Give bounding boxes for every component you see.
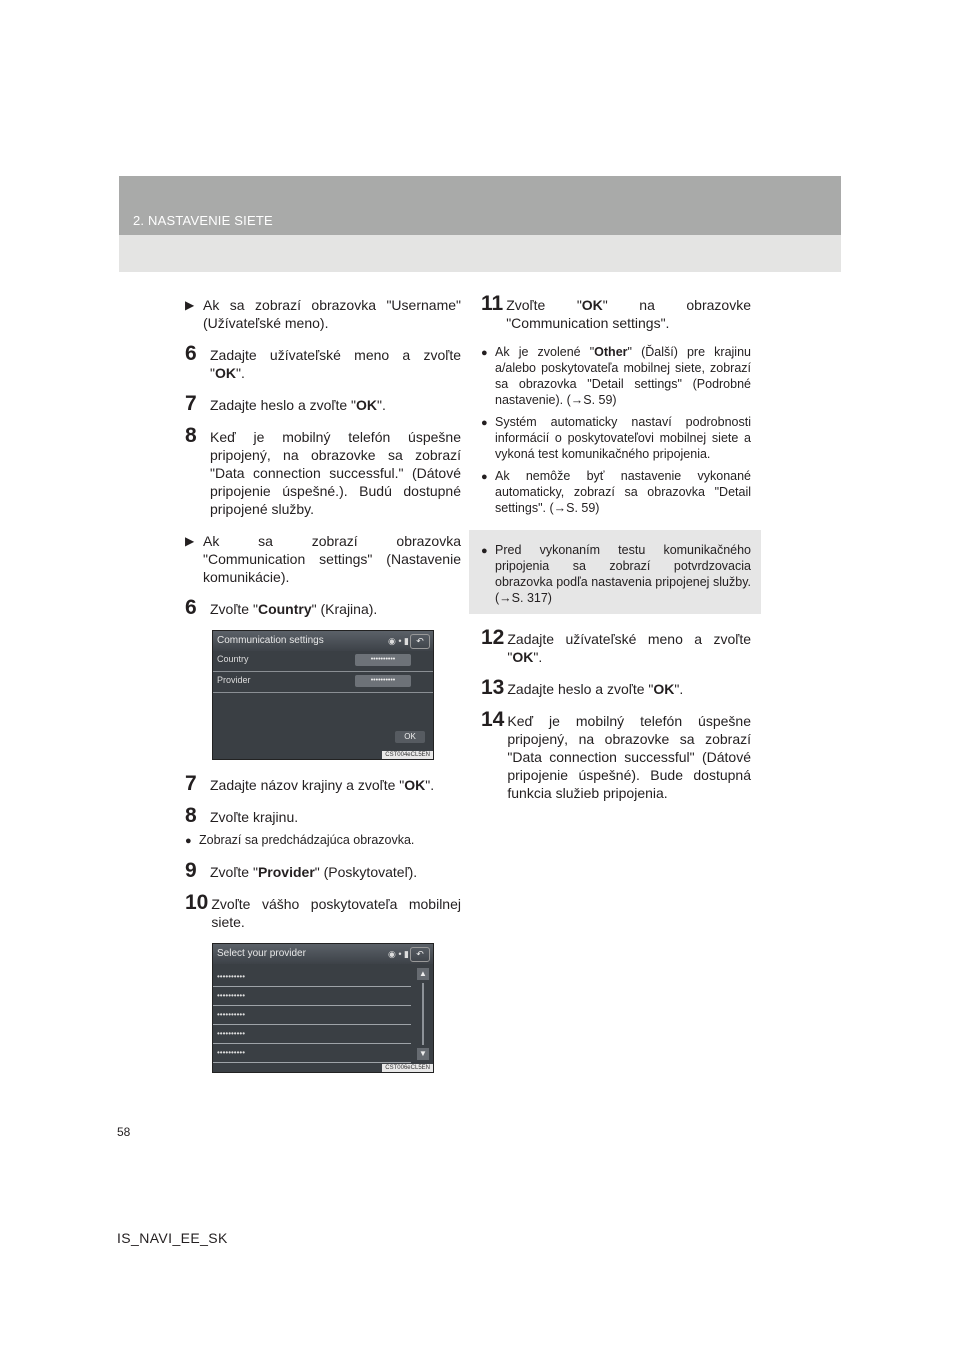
ok-button[interactable]: OK: [395, 731, 425, 743]
note-box: ● Pred vykonaním testu komunikačného pripojenia sa zobrazí potvrdzovacia obrazovka podľa nastavenia pripojenej služby. (→S. 317): [469, 530, 761, 614]
right-column: [481, 294, 751, 814]
triangle-icon: ▶: [185, 298, 195, 312]
provider-item[interactable]: ••••••••••: [213, 1044, 411, 1063]
header-subband: [119, 235, 841, 272]
step-6-country: 6 Zvoľte "Country" (Krajina).: [185, 596, 378, 619]
bullet-icon: ●: [481, 417, 488, 429]
step-11-ok: 11 Zvoľte "OK" na obrazovke "Communication settings".: [481, 292, 751, 331]
bullet-icon: ●: [481, 471, 488, 483]
step-7-country-name: 7 Zadajte názov krajiny a zvoľte "OK".: [185, 772, 435, 795]
scroll-up-icon[interactable]: ▲: [417, 968, 429, 980]
bullet-icon: ●: [481, 545, 488, 557]
left-column: [185, 294, 461, 1087]
signal-status-icon: ◉ • ▮: [388, 636, 409, 646]
image-code: CST004eCL5EN: [382, 751, 433, 759]
provider-row[interactable]: Provider ••••••••••: [213, 672, 433, 693]
condition-communication: ▶ Ak sa zobrazí obrazovka "Communication settings" (Nastavenie komunikácie).: [185, 530, 461, 586]
provider-item[interactable]: ••••••••••: [213, 968, 411, 987]
image-code: CST006eCL5EN: [382, 1064, 433, 1072]
screen-title: Select your provider: [217, 948, 306, 959]
provider-item[interactable]: ••••••••••: [213, 1006, 411, 1025]
signal-status-icon: ◉ • ▮: [388, 949, 409, 959]
section-title: 2. NASTAVENIE SIETE: [133, 213, 273, 228]
bullet-manual: ● Ak nemôže byť nastavenie vykonané automaticky, zobrazí sa obrazovka "Detail settings". (→S. 59): [481, 469, 751, 515]
bullet-previous-screen: ● Zobrazí sa predchádzajúca obrazovka.: [185, 833, 415, 847]
condition-username: ▶ Ak sa zobrazí obrazovka "Username" (Užívateľské meno).: [185, 294, 461, 332]
step-10-select-provider: 10 Zvoľte vášho poskytovateľa mobilnej siete.: [185, 891, 461, 930]
back-icon[interactable]: ↶: [410, 947, 430, 962]
step-14-connected: 14 Keď je mobilný telefón úspešne pripojený, na obrazovke sa zobrazí "Data connection successful" (Dátové pripojenie úspešné). Bude dostupná funkcia služieb pripojenia.: [481, 708, 751, 801]
bullet-auto: ● Systém automaticky nastaví podrobnosti informácií o poskytovateľovi mobilnej siete a vykoná test komunikačného pripojenia.: [481, 415, 751, 461]
screen-title: Communication settings: [217, 635, 324, 646]
select-provider-screenshot: [212, 943, 434, 1073]
provider-item[interactable]: ••••••••••: [213, 1025, 411, 1044]
step-6-username: 6 Zadajte užívateľské meno a zvoľte "OK".: [185, 342, 461, 381]
scroll-down-icon[interactable]: ▼: [417, 1048, 429, 1060]
triangle-icon: ▶: [185, 534, 195, 548]
step-8-connected: 8 Keď je mobilný telefón úspešne pripojený, na obrazovke sa zobrazí "Data connection successful." (Dátové pripojenie úspešné.). Budú dostupné pripojené služby.: [185, 424, 461, 517]
step-13-password: 13 Zadajte heslo a zvoľte "OK".: [481, 676, 684, 699]
scrollbar[interactable]: [417, 968, 429, 1060]
communication-settings-screenshot: [212, 630, 434, 760]
step-9-provider: 9 Zvoľte "Provider" (Poskytovateľ).: [185, 859, 418, 882]
bullet-icon: ●: [481, 347, 488, 359]
step-8-select-country: 8 Zvoľte krajinu.: [185, 804, 299, 827]
bullet-other: ● Ak je zvolené "Other" (Ďalší) pre krajinu a/alebo poskytovateľa mobilnej siete, zobrazí sa obrazovka "Detail settings" (Podrobné nastavenie). (→S. 59): [481, 345, 751, 407]
step-7-password: 7 Zadajte heslo a zvoľte "OK".: [185, 392, 386, 415]
provider-item[interactable]: ••••••••••: [213, 987, 411, 1006]
back-icon[interactable]: ↶: [410, 634, 430, 649]
bullet-icon: ●: [185, 835, 192, 847]
page-number: 58: [117, 1125, 131, 1139]
step-12-username: 12 Zadajte užívateľské meno a zvoľte "OK".: [481, 626, 751, 665]
document-code: IS_NAVI_EE_SK: [117, 1230, 228, 1246]
country-row[interactable]: Country ••••••••••: [213, 651, 433, 672]
